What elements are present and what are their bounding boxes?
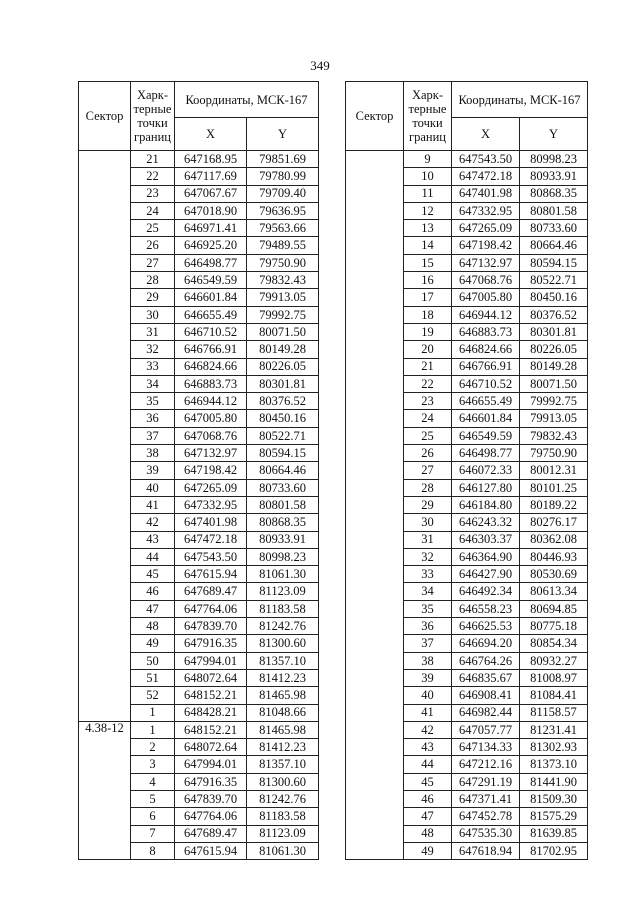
point-number: 44 [404, 756, 452, 773]
coord-x: 647689.47 [175, 825, 247, 842]
point-number: 50 [131, 652, 175, 669]
point-number: 23 [404, 393, 452, 410]
coord-x: 646243.32 [452, 514, 520, 531]
coord-x: 647839.70 [175, 790, 247, 807]
right-coordinates-table [345, 81, 588, 860]
point-number: 4 [131, 773, 175, 790]
coord-x: 647132.97 [175, 445, 247, 462]
coord-x: 646944.12 [452, 306, 520, 323]
coord-x: 646824.66 [452, 341, 520, 358]
point-number: 3 [131, 756, 175, 773]
coord-x: 646558.23 [452, 600, 520, 617]
coord-y: 81231.41 [520, 721, 588, 738]
point-number: 48 [404, 825, 452, 842]
point-number: 5 [131, 790, 175, 807]
coord-x: 647543.50 [452, 151, 520, 168]
coord-x: 646764.26 [452, 652, 520, 669]
header-sector: Сектор [346, 82, 404, 151]
coord-y: 79780.99 [247, 168, 319, 185]
point-number: 47 [131, 600, 175, 617]
coord-x: 646655.49 [452, 393, 520, 410]
coord-y: 81158.57 [520, 704, 588, 721]
point-number: 49 [404, 842, 452, 859]
point-number: 6 [131, 808, 175, 825]
point-number: 41 [404, 704, 452, 721]
coord-y: 81183.58 [247, 808, 319, 825]
header-coordinates: Координаты, МСК-167 [175, 82, 319, 118]
table-row [346, 151, 588, 168]
coord-x: 647543.50 [175, 548, 247, 565]
coord-x: 646883.73 [452, 323, 520, 340]
coord-y: 79851.69 [247, 151, 319, 168]
coord-y: 79636.95 [247, 202, 319, 219]
point-number: 7 [131, 825, 175, 842]
point-number: 39 [131, 462, 175, 479]
coord-x: 647117.69 [175, 168, 247, 185]
point-number: 27 [131, 254, 175, 271]
point-number: 32 [404, 548, 452, 565]
point-number: 37 [404, 635, 452, 652]
coord-x: 647994.01 [175, 756, 247, 773]
coord-y: 80522.71 [520, 272, 588, 289]
point-number: 34 [131, 375, 175, 392]
point-number: 14 [404, 237, 452, 254]
coord-y: 81008.97 [520, 669, 588, 686]
coord-x: 647198.42 [452, 237, 520, 254]
coord-x: 647005.80 [175, 410, 247, 427]
coord-x: 647916.35 [175, 635, 247, 652]
coord-y: 80071.50 [247, 323, 319, 340]
table-row [79, 151, 319, 168]
point-number: 36 [404, 618, 452, 635]
coord-y: 81465.98 [247, 721, 319, 738]
coord-x: 647615.94 [175, 842, 247, 859]
coord-x: 647018.90 [175, 202, 247, 219]
point-number: 30 [404, 514, 452, 531]
coord-x: 648152.21 [175, 687, 247, 704]
header-points: Харк-терные точки границ [404, 82, 452, 151]
coord-y: 81357.10 [247, 756, 319, 773]
coord-x: 647764.06 [175, 600, 247, 617]
coord-y: 81242.76 [247, 790, 319, 807]
coord-x: 646498.77 [175, 254, 247, 271]
coord-x: 647212.16 [452, 756, 520, 773]
coord-x: 646694.20 [452, 635, 520, 652]
coord-x: 648072.64 [175, 669, 247, 686]
coord-x: 647618.94 [452, 842, 520, 859]
coord-y: 81123.09 [247, 825, 319, 842]
coord-x: 647615.94 [175, 566, 247, 583]
point-number: 11 [404, 185, 452, 202]
point-number: 42 [404, 721, 452, 738]
coord-y: 80226.05 [247, 358, 319, 375]
coord-y: 81509.30 [520, 790, 588, 807]
coord-x: 647401.98 [452, 185, 520, 202]
coord-x: 646766.91 [452, 358, 520, 375]
point-number: 34 [404, 583, 452, 600]
coord-x: 646824.66 [175, 358, 247, 375]
coord-y: 81357.10 [247, 652, 319, 669]
coord-y: 80301.81 [247, 375, 319, 392]
point-number: 17 [404, 289, 452, 306]
coord-y: 81465.98 [247, 687, 319, 704]
coord-x: 647265.09 [175, 479, 247, 496]
point-number: 40 [404, 687, 452, 704]
point-number: 9 [404, 151, 452, 168]
coord-x: 647472.18 [452, 168, 520, 185]
coord-y: 80226.05 [520, 341, 588, 358]
left-coordinates-table [78, 81, 319, 860]
sector-cell: 4.38-12 [79, 721, 131, 859]
coord-y: 80301.81 [520, 323, 588, 340]
point-number: 8 [131, 842, 175, 859]
coord-x: 647839.70 [175, 618, 247, 635]
coord-y: 80522.71 [247, 427, 319, 444]
coord-y: 79750.90 [520, 445, 588, 462]
coord-y: 81123.09 [247, 583, 319, 600]
point-number: 18 [404, 306, 452, 323]
coord-x: 647005.80 [452, 289, 520, 306]
coord-x: 647401.98 [175, 514, 247, 531]
coord-x: 647472.18 [175, 531, 247, 548]
point-number: 15 [404, 254, 452, 271]
point-number: 22 [404, 375, 452, 392]
table-row [79, 721, 319, 738]
point-number: 37 [131, 427, 175, 444]
coord-y: 80801.58 [247, 496, 319, 513]
coord-y: 81702.95 [520, 842, 588, 859]
coord-x: 647332.95 [452, 202, 520, 219]
coord-x: 647168.95 [175, 151, 247, 168]
sector-cell [79, 151, 131, 722]
point-number: 51 [131, 669, 175, 686]
coord-y: 81084.41 [520, 687, 588, 704]
point-number: 33 [131, 358, 175, 375]
point-number: 45 [131, 566, 175, 583]
point-number: 38 [404, 652, 452, 669]
header-points: Харк-терные точки границ [131, 82, 175, 151]
coord-y: 79489.55 [247, 237, 319, 254]
coord-x: 646766.91 [175, 341, 247, 358]
point-number: 21 [404, 358, 452, 375]
coord-y: 80694.85 [520, 600, 588, 617]
coord-x: 646303.37 [452, 531, 520, 548]
point-number: 21 [131, 151, 175, 168]
coord-y: 80189.22 [520, 496, 588, 513]
coord-x: 646944.12 [175, 393, 247, 410]
coord-y: 79992.75 [247, 306, 319, 323]
coord-x: 647689.47 [175, 583, 247, 600]
coord-x: 647132.97 [452, 254, 520, 271]
point-number: 43 [131, 531, 175, 548]
point-number: 28 [131, 272, 175, 289]
coord-x: 646710.52 [175, 323, 247, 340]
header-x: X [175, 118, 247, 151]
coord-y: 79992.75 [520, 393, 588, 410]
point-number: 28 [404, 479, 452, 496]
coord-y: 81575.29 [520, 808, 588, 825]
coord-x: 646625.53 [452, 618, 520, 635]
coord-x: 646601.84 [452, 410, 520, 427]
point-number: 45 [404, 773, 452, 790]
coord-x: 646364.90 [452, 548, 520, 565]
coord-y: 80012.31 [520, 462, 588, 479]
coord-x: 646549.59 [175, 272, 247, 289]
point-number: 44 [131, 548, 175, 565]
point-number: 31 [404, 531, 452, 548]
coord-y: 80854.34 [520, 635, 588, 652]
coord-y: 81061.30 [247, 566, 319, 583]
coord-x: 648072.64 [175, 739, 247, 756]
point-number: 32 [131, 341, 175, 358]
point-number: 16 [404, 272, 452, 289]
point-number: 46 [131, 583, 175, 600]
coord-y: 80613.34 [520, 583, 588, 600]
sector-cell [346, 151, 404, 860]
coord-x: 646655.49 [175, 306, 247, 323]
point-number: 35 [131, 393, 175, 410]
coord-x: 646925.20 [175, 237, 247, 254]
header-sector: Сектор [79, 82, 131, 151]
coord-y: 80450.16 [247, 410, 319, 427]
coord-x: 647265.09 [452, 220, 520, 237]
point-number: 47 [404, 808, 452, 825]
coord-x: 646971.41 [175, 220, 247, 237]
coord-y: 80446.93 [520, 548, 588, 565]
point-number: 26 [131, 237, 175, 254]
coord-y: 79563.66 [247, 220, 319, 237]
coord-x: 646883.73 [175, 375, 247, 392]
coord-y: 80450.16 [520, 289, 588, 306]
coord-y: 80801.58 [520, 202, 588, 219]
point-number: 24 [404, 410, 452, 427]
coord-y: 80376.52 [247, 393, 319, 410]
coord-y: 80594.15 [520, 254, 588, 271]
point-number: 30 [131, 306, 175, 323]
coord-x: 647371.41 [452, 790, 520, 807]
coord-y: 80376.52 [520, 306, 588, 323]
point-number: 42 [131, 514, 175, 531]
coord-x: 647916.35 [175, 773, 247, 790]
point-number: 33 [404, 566, 452, 583]
point-number: 20 [404, 341, 452, 358]
point-number: 1 [131, 704, 175, 721]
coord-y: 80149.28 [520, 358, 588, 375]
coord-x: 647057.77 [452, 721, 520, 738]
point-number: 23 [131, 185, 175, 202]
point-number: 13 [404, 220, 452, 237]
point-number: 27 [404, 462, 452, 479]
coord-y: 80664.46 [247, 462, 319, 479]
coord-y: 81048.66 [247, 704, 319, 721]
coord-y: 79913.05 [247, 289, 319, 306]
point-number: 10 [404, 168, 452, 185]
point-number: 38 [131, 445, 175, 462]
coord-x: 647067.67 [175, 185, 247, 202]
coord-y: 80998.23 [520, 151, 588, 168]
coord-y: 80362.08 [520, 531, 588, 548]
coord-y: 80733.60 [520, 220, 588, 237]
coord-y: 80933.91 [520, 168, 588, 185]
header-y: Y [520, 118, 588, 151]
coord-y: 81300.60 [247, 635, 319, 652]
coord-y: 80276.17 [520, 514, 588, 531]
coord-x: 646184.80 [452, 496, 520, 513]
coord-y: 80868.35 [247, 514, 319, 531]
coord-y: 80071.50 [520, 375, 588, 392]
coord-y: 81412.23 [247, 739, 319, 756]
coord-y: 81183.58 [247, 600, 319, 617]
point-number: 22 [131, 168, 175, 185]
coord-y: 79750.90 [247, 254, 319, 271]
coord-y: 79913.05 [520, 410, 588, 427]
point-number: 48 [131, 618, 175, 635]
coord-x: 646835.67 [452, 669, 520, 686]
page-number: 349 [310, 58, 330, 73]
point-number: 24 [131, 202, 175, 219]
coord-y: 80664.46 [520, 237, 588, 254]
coord-y: 81242.76 [247, 618, 319, 635]
coord-y: 81061.30 [247, 842, 319, 859]
coord-y: 80932.27 [520, 652, 588, 669]
point-number: 40 [131, 479, 175, 496]
coord-x: 646710.52 [452, 375, 520, 392]
point-number: 36 [131, 410, 175, 427]
coord-y: 80149.28 [247, 341, 319, 358]
coord-x: 647452.78 [452, 808, 520, 825]
coord-y: 79832.43 [247, 272, 319, 289]
coord-y: 81412.23 [247, 669, 319, 686]
coord-y: 80933.91 [247, 531, 319, 548]
point-number: 39 [404, 669, 452, 686]
coord-x: 646601.84 [175, 289, 247, 306]
coord-y: 80775.18 [520, 618, 588, 635]
coord-x: 646549.59 [452, 427, 520, 444]
coord-x: 647994.01 [175, 652, 247, 669]
point-number: 19 [404, 323, 452, 340]
coord-x: 646498.77 [452, 445, 520, 462]
point-number: 35 [404, 600, 452, 617]
point-number: 43 [404, 739, 452, 756]
coord-x: 646908.41 [452, 687, 520, 704]
coord-x: 646492.34 [452, 583, 520, 600]
header-y: Y [247, 118, 319, 151]
coord-x: 648152.21 [175, 721, 247, 738]
coord-x: 647332.95 [175, 496, 247, 513]
coord-y: 81639.85 [520, 825, 588, 842]
coord-y: 80733.60 [247, 479, 319, 496]
coord-y: 81300.60 [247, 773, 319, 790]
coord-y: 79709.40 [247, 185, 319, 202]
coord-y: 80998.23 [247, 548, 319, 565]
point-number: 31 [131, 323, 175, 340]
coord-y: 81373.10 [520, 756, 588, 773]
coord-x: 647068.76 [452, 272, 520, 289]
coord-x: 647291.19 [452, 773, 520, 790]
point-number: 52 [131, 687, 175, 704]
point-number: 29 [404, 496, 452, 513]
coord-y: 80868.35 [520, 185, 588, 202]
coord-x: 648428.21 [175, 704, 247, 721]
coord-x: 647764.06 [175, 808, 247, 825]
header-x: X [452, 118, 520, 151]
point-number: 12 [404, 202, 452, 219]
coord-x: 646127.80 [452, 479, 520, 496]
point-number: 1 [131, 721, 175, 738]
point-number: 29 [131, 289, 175, 306]
coord-x: 647535.30 [452, 825, 520, 842]
point-number: 25 [404, 427, 452, 444]
coord-x: 647134.33 [452, 739, 520, 756]
coord-x: 646427.90 [452, 566, 520, 583]
coord-x: 646982.44 [452, 704, 520, 721]
coord-x: 646072.33 [452, 462, 520, 479]
point-number: 2 [131, 739, 175, 756]
header-coordinates: Координаты, МСК-167 [452, 82, 588, 118]
coord-y: 80530.69 [520, 566, 588, 583]
point-number: 46 [404, 790, 452, 807]
coord-y: 80101.25 [520, 479, 588, 496]
coord-y: 79832.43 [520, 427, 588, 444]
coord-x: 647068.76 [175, 427, 247, 444]
point-number: 41 [131, 496, 175, 513]
point-number: 49 [131, 635, 175, 652]
coord-y: 81441.90 [520, 773, 588, 790]
point-number: 25 [131, 220, 175, 237]
coord-y: 81302.93 [520, 739, 588, 756]
coord-y: 80594.15 [247, 445, 319, 462]
coord-x: 647198.42 [175, 462, 247, 479]
point-number: 26 [404, 445, 452, 462]
